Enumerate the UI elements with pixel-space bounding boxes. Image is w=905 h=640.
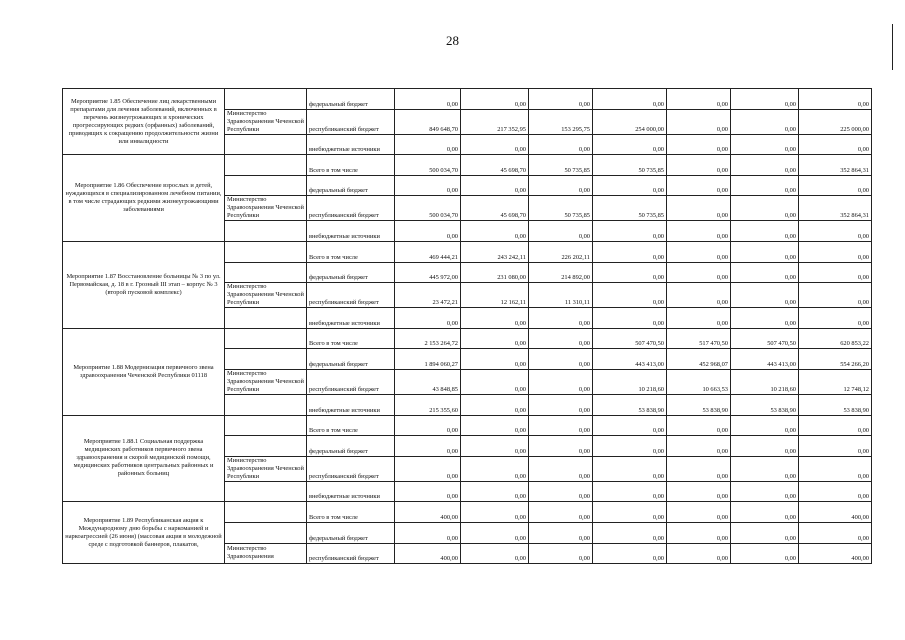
amount-cell: 0,00 xyxy=(461,394,529,415)
amount-cell: 0,00 xyxy=(461,415,529,436)
amount-cell: 400,00 xyxy=(395,543,461,564)
amount-cell: 0,00 xyxy=(593,543,667,564)
amount-cell: 0,00 xyxy=(529,481,593,502)
amount-cell: 10 218,60 xyxy=(593,369,667,394)
amount-cell: 0,00 xyxy=(395,134,461,155)
measure-title: Мероприятие 1.88.1 Социальная поддержка медицинских работников первичного звена здравоохранения и скорой медицинской помощи, медицинских работников центральных районных и районных больниц xyxy=(63,415,225,502)
funding-source: федеральный бюджет xyxy=(307,436,395,457)
amount-cell: 469 444,21 xyxy=(395,241,461,262)
amount-cell: 231 080,00 xyxy=(461,262,529,283)
amount-cell: 400,00 xyxy=(395,502,461,523)
amount-cell: 0,00 xyxy=(461,456,529,481)
table-row xyxy=(63,241,872,262)
amount-cell: 507 470,50 xyxy=(731,328,799,349)
amount-cell: 12 748,12 xyxy=(799,369,872,394)
amount-cell: 0,00 xyxy=(667,502,731,523)
amount-cell: 45 698,70 xyxy=(461,196,529,221)
amount-cell: 400,00 xyxy=(799,543,872,564)
amount-cell: 0,00 xyxy=(529,308,593,329)
amount-cell: 53 838,90 xyxy=(799,394,872,415)
amount-cell: 0,00 xyxy=(731,155,799,176)
amount-cell: 0,00 xyxy=(529,175,593,196)
amount-cell: 243 242,11 xyxy=(461,241,529,262)
amount-cell: 0,00 xyxy=(799,221,872,242)
amount-cell: 0,00 xyxy=(667,109,731,134)
executor-empty xyxy=(225,349,307,370)
executor-empty xyxy=(225,502,307,523)
amount-cell: 0,00 xyxy=(799,436,872,457)
amount-cell: 0,00 xyxy=(593,262,667,283)
executor-empty xyxy=(225,522,307,543)
amount-cell: 0,00 xyxy=(667,89,731,110)
amount-cell: 45 698,70 xyxy=(461,155,529,176)
amount-cell: 1 894 060,27 xyxy=(395,349,461,370)
executor: Министерство Здравоохранения Чеченской Республики xyxy=(225,369,307,394)
amount-cell: 11 310,11 xyxy=(529,283,593,308)
funding-source: республиканский бюджет xyxy=(307,543,395,564)
funding-source: внебюджетные источники xyxy=(307,221,395,242)
amount-cell: 0,00 xyxy=(461,175,529,196)
amount-cell: 452 968,07 xyxy=(667,349,731,370)
funding-source: федеральный бюджет xyxy=(307,262,395,283)
funding-source: Всего в том числе xyxy=(307,502,395,523)
budget-table xyxy=(62,88,872,564)
amount-cell: 0,00 xyxy=(593,283,667,308)
amount-cell: 500 034,70 xyxy=(395,196,461,221)
amount-cell: 0,00 xyxy=(667,543,731,564)
amount-cell: 0,00 xyxy=(799,262,872,283)
amount-cell: 0,00 xyxy=(731,481,799,502)
amount-cell: 0,00 xyxy=(593,221,667,242)
amount-cell: 0,00 xyxy=(461,369,529,394)
amount-cell: 0,00 xyxy=(667,134,731,155)
amount-cell: 0,00 xyxy=(667,241,731,262)
executor: Министерство Здравоохранения xyxy=(225,543,307,564)
executor: Министерство Здравоохранения Чеченской Республики xyxy=(225,283,307,308)
amount-cell: 352 864,31 xyxy=(799,155,872,176)
table-row xyxy=(63,89,872,110)
amount-cell: 53 838,90 xyxy=(667,394,731,415)
budget-table-body xyxy=(63,89,872,564)
amount-cell: 0,00 xyxy=(799,89,872,110)
amount-cell: 0,00 xyxy=(461,221,529,242)
funding-source: внебюджетные источники xyxy=(307,394,395,415)
amount-cell: 0,00 xyxy=(731,522,799,543)
executor-empty xyxy=(225,89,307,110)
executor: Министерство Здравоохранения Чеченской Республики xyxy=(225,196,307,221)
table-row xyxy=(63,328,872,349)
amount-cell: 214 892,00 xyxy=(529,262,593,283)
amount-cell: 0,00 xyxy=(461,308,529,329)
amount-cell: 0,00 xyxy=(593,502,667,523)
amount-cell: 0,00 xyxy=(731,283,799,308)
margin-rule xyxy=(892,24,893,70)
amount-cell: 0,00 xyxy=(529,134,593,155)
amount-cell: 445 972,00 xyxy=(395,262,461,283)
amount-cell: 0,00 xyxy=(593,436,667,457)
amount-cell: 0,00 xyxy=(731,415,799,436)
amount-cell: 226 202,11 xyxy=(529,241,593,262)
amount-cell: 0,00 xyxy=(461,481,529,502)
amount-cell: 0,00 xyxy=(529,436,593,457)
amount-cell: 0,00 xyxy=(461,328,529,349)
amount-cell: 0,00 xyxy=(395,456,461,481)
amount-cell: 0,00 xyxy=(731,89,799,110)
amount-cell: 10 663,53 xyxy=(667,369,731,394)
executor-empty xyxy=(225,175,307,196)
amount-cell: 0,00 xyxy=(529,522,593,543)
funding-source: республиканский бюджет xyxy=(307,456,395,481)
amount-cell: 0,00 xyxy=(461,134,529,155)
amount-cell: 620 853,22 xyxy=(799,328,872,349)
executor-empty xyxy=(225,436,307,457)
amount-cell: 0,00 xyxy=(395,436,461,457)
measure-title: Мероприятие 1.87 Восстановление больницы № 3 по ул. Первомайская, д. 18 в г. Грозный III этап – корпус № 3 (второй пусковой комплекс) xyxy=(63,241,225,328)
amount-cell: 50 735,85 xyxy=(593,196,667,221)
amount-cell: 0,00 xyxy=(799,134,872,155)
amount-cell: 254 000,00 xyxy=(593,109,667,134)
measure-title: Мероприятие 1.85 Обеспечение лиц лекарственными препаратами для лечения заболеваний, включенных в перечень жизнеугрожающих и хронических прогрессирующих редких (орфанных) заболеваний, приводящих к сокращению продолжительности жизни или инвалидности xyxy=(63,89,225,155)
executor-empty xyxy=(225,481,307,502)
executor-empty xyxy=(225,241,307,262)
funding-source: республиканский бюджет xyxy=(307,196,395,221)
executor-empty xyxy=(225,155,307,176)
amount-cell: 0,00 xyxy=(461,502,529,523)
amount-cell: 0,00 xyxy=(731,436,799,457)
amount-cell: 0,00 xyxy=(461,436,529,457)
amount-cell: 0,00 xyxy=(461,349,529,370)
amount-cell: 0,00 xyxy=(593,241,667,262)
amount-cell: 0,00 xyxy=(593,134,667,155)
funding-source: республиканский бюджет xyxy=(307,369,395,394)
table-row xyxy=(63,155,872,176)
amount-cell: 0,00 xyxy=(799,308,872,329)
amount-cell: 0,00 xyxy=(395,308,461,329)
amount-cell: 0,00 xyxy=(799,175,872,196)
amount-cell: 2 153 264,72 xyxy=(395,328,461,349)
table-row xyxy=(63,415,872,436)
measure-title: Мероприятие 1.89 Республиканская акция к Международному дню борьбы с наркоманией и наркоагрессией (26 июня) (массовая акция в молодежной среде с подготовкой баннеров, плакатов, xyxy=(63,502,225,564)
funding-source: Всего в том числе xyxy=(307,241,395,262)
amount-cell: 0,00 xyxy=(593,175,667,196)
funding-source: Всего в том числе xyxy=(307,415,395,436)
amount-cell: 217 352,95 xyxy=(461,109,529,134)
amount-cell: 0,00 xyxy=(731,262,799,283)
amount-cell: 0,00 xyxy=(731,109,799,134)
amount-cell: 352 864,31 xyxy=(799,196,872,221)
executor-empty xyxy=(225,328,307,349)
amount-cell: 0,00 xyxy=(461,89,529,110)
amount-cell: 0,00 xyxy=(667,262,731,283)
executor-empty xyxy=(225,394,307,415)
amount-cell: 0,00 xyxy=(593,89,667,110)
funding-source: федеральный бюджет xyxy=(307,522,395,543)
executor-empty xyxy=(225,308,307,329)
amount-cell: 0,00 xyxy=(529,456,593,481)
amount-cell: 0,00 xyxy=(593,456,667,481)
funding-source: Всего в том числе xyxy=(307,155,395,176)
executor: Министерство Здравоохранения Чеченской Республики xyxy=(225,109,307,134)
amount-cell: 554 266,20 xyxy=(799,349,872,370)
amount-cell: 0,00 xyxy=(593,522,667,543)
amount-cell: 0,00 xyxy=(731,308,799,329)
amount-cell: 507 470,50 xyxy=(593,328,667,349)
amount-cell: 0,00 xyxy=(461,543,529,564)
amount-cell: 0,00 xyxy=(529,89,593,110)
amount-cell: 0,00 xyxy=(799,481,872,502)
amount-cell: 153 295,75 xyxy=(529,109,593,134)
amount-cell: 0,00 xyxy=(461,522,529,543)
funding-source: федеральный бюджет xyxy=(307,349,395,370)
page-number: 28 xyxy=(446,33,459,48)
funding-source: республиканский бюджет xyxy=(307,109,395,134)
funding-source: республиканский бюджет xyxy=(307,283,395,308)
amount-cell: 10 218,60 xyxy=(731,369,799,394)
amount-cell: 0,00 xyxy=(593,415,667,436)
amount-cell: 0,00 xyxy=(667,283,731,308)
amount-cell: 0,00 xyxy=(667,436,731,457)
amount-cell: 443 413,00 xyxy=(731,349,799,370)
amount-cell: 0,00 xyxy=(799,283,872,308)
funding-source: внебюджетные источники xyxy=(307,134,395,155)
amount-cell: 0,00 xyxy=(529,221,593,242)
amount-cell: 50 735,85 xyxy=(593,155,667,176)
amount-cell: 0,00 xyxy=(667,196,731,221)
amount-cell: 50 735,85 xyxy=(529,155,593,176)
measure-title: Мероприятие 1.86 Обеспечение взрослых и детей, нуждающихся в специализированном лечебном питании, в том числе страдающих редкими жизнеугрожающими заболеваниями xyxy=(63,155,225,242)
amount-cell: 0,00 xyxy=(731,134,799,155)
amount-cell: 0,00 xyxy=(667,456,731,481)
amount-cell: 0,00 xyxy=(529,369,593,394)
executor-empty xyxy=(225,134,307,155)
amount-cell: 500 034,70 xyxy=(395,155,461,176)
amount-cell: 0,00 xyxy=(529,394,593,415)
amount-cell: 517 470,50 xyxy=(667,328,731,349)
amount-cell: 0,00 xyxy=(395,89,461,110)
amount-cell: 225 000,00 xyxy=(799,109,872,134)
amount-cell: 0,00 xyxy=(529,543,593,564)
amount-cell: 43 848,85 xyxy=(395,369,461,394)
funding-source: федеральный бюджет xyxy=(307,89,395,110)
amount-cell: 50 735,85 xyxy=(529,196,593,221)
executor-empty xyxy=(225,415,307,436)
amount-cell: 400,00 xyxy=(799,502,872,523)
executor: Министерство Здравоохранения Чеченской Республики xyxy=(225,456,307,481)
table-row xyxy=(63,502,872,523)
amount-cell: 0,00 xyxy=(667,481,731,502)
amount-cell: 0,00 xyxy=(667,221,731,242)
amount-cell: 0,00 xyxy=(731,221,799,242)
amount-cell: 23 472,21 xyxy=(395,283,461,308)
funding-source: внебюджетные источники xyxy=(307,481,395,502)
amount-cell: 0,00 xyxy=(731,456,799,481)
amount-cell: 0,00 xyxy=(395,522,461,543)
amount-cell: 53 838,90 xyxy=(731,394,799,415)
amount-cell: 0,00 xyxy=(395,415,461,436)
amount-cell: 0,00 xyxy=(529,502,593,523)
amount-cell: 0,00 xyxy=(731,241,799,262)
amount-cell: 0,00 xyxy=(529,415,593,436)
amount-cell: 0,00 xyxy=(593,481,667,502)
funding-source: федеральный бюджет xyxy=(307,175,395,196)
amount-cell: 0,00 xyxy=(667,155,731,176)
executor-empty xyxy=(225,262,307,283)
amount-cell: 443 413,00 xyxy=(593,349,667,370)
amount-cell: 0,00 xyxy=(731,502,799,523)
amount-cell: 0,00 xyxy=(799,456,872,481)
amount-cell: 0,00 xyxy=(593,308,667,329)
measure-title: Мероприятие 1.88 Модернизация первичного звена здравоохранения Чеченской Республики 01118 xyxy=(63,328,225,415)
executor-empty xyxy=(225,221,307,242)
amount-cell: 0,00 xyxy=(395,481,461,502)
amount-cell: 0,00 xyxy=(529,328,593,349)
amount-cell: 53 838,90 xyxy=(593,394,667,415)
amount-cell: 0,00 xyxy=(395,175,461,196)
funding-source: внебюджетные источники xyxy=(307,308,395,329)
amount-cell: 0,00 xyxy=(667,415,731,436)
amount-cell: 0,00 xyxy=(529,349,593,370)
amount-cell: 215 355,60 xyxy=(395,394,461,415)
amount-cell: 849 648,70 xyxy=(395,109,461,134)
amount-cell: 0,00 xyxy=(731,196,799,221)
funding-source: Всего в том числе xyxy=(307,328,395,349)
amount-cell: 0,00 xyxy=(799,241,872,262)
amount-cell: 0,00 xyxy=(667,522,731,543)
amount-cell: 0,00 xyxy=(395,221,461,242)
amount-cell: 12 162,11 xyxy=(461,283,529,308)
amount-cell: 0,00 xyxy=(799,522,872,543)
amount-cell: 0,00 xyxy=(731,543,799,564)
amount-cell: 0,00 xyxy=(667,175,731,196)
amount-cell: 0,00 xyxy=(799,415,872,436)
amount-cell: 0,00 xyxy=(731,175,799,196)
amount-cell: 0,00 xyxy=(667,308,731,329)
